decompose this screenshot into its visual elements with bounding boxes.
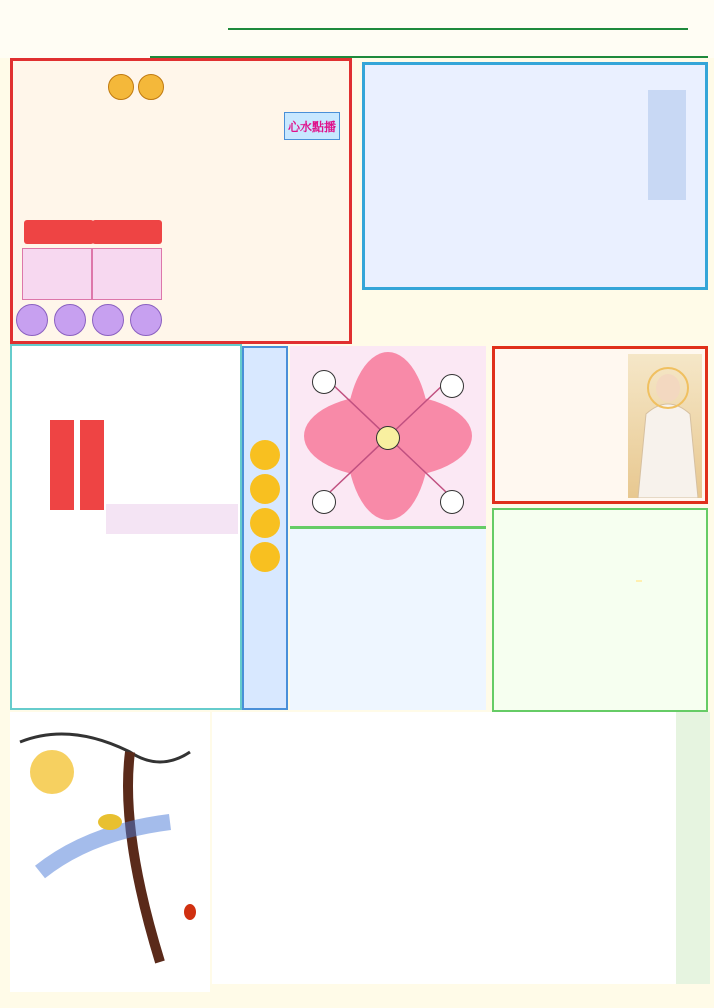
zodiac-monkey bbox=[440, 490, 464, 514]
guanyin-figure bbox=[628, 354, 702, 498]
zodiac-dragon bbox=[376, 426, 400, 450]
pick-ball bbox=[92, 304, 124, 336]
trend-chart bbox=[212, 712, 676, 984]
pick-ball bbox=[16, 304, 48, 336]
zodiac-goat bbox=[312, 490, 336, 514]
zodiac-ox bbox=[440, 374, 464, 398]
xinshui-badge: 心水點播 bbox=[284, 112, 340, 140]
ink-painting bbox=[10, 712, 210, 992]
kill-ball bbox=[250, 474, 280, 504]
size-pick bbox=[22, 248, 92, 300]
poem-panel bbox=[290, 526, 486, 710]
trend-side-panel bbox=[676, 712, 710, 984]
kill-ball bbox=[250, 508, 280, 538]
zodiac-horse bbox=[312, 370, 336, 394]
special-code-badge bbox=[92, 220, 162, 244]
strategy-tag bbox=[636, 580, 642, 582]
logo-seal bbox=[648, 90, 686, 200]
flat-code-tag bbox=[80, 420, 104, 510]
kill-ball bbox=[250, 440, 280, 470]
kill-ball bbox=[250, 542, 280, 572]
blank-highlight bbox=[106, 504, 238, 534]
pick-ball bbox=[54, 304, 86, 336]
fine-road-panel bbox=[492, 508, 708, 712]
parity-pick bbox=[92, 248, 162, 300]
linked-code-tag bbox=[50, 420, 74, 510]
painting-art bbox=[10, 712, 210, 992]
guanyin-picture bbox=[628, 354, 702, 498]
total-score-badge bbox=[24, 220, 94, 244]
pick-ball bbox=[130, 304, 162, 336]
trend-grid bbox=[212, 712, 676, 984]
analysis-columns bbox=[14, 96, 350, 216]
header-rule-top bbox=[228, 28, 688, 30]
